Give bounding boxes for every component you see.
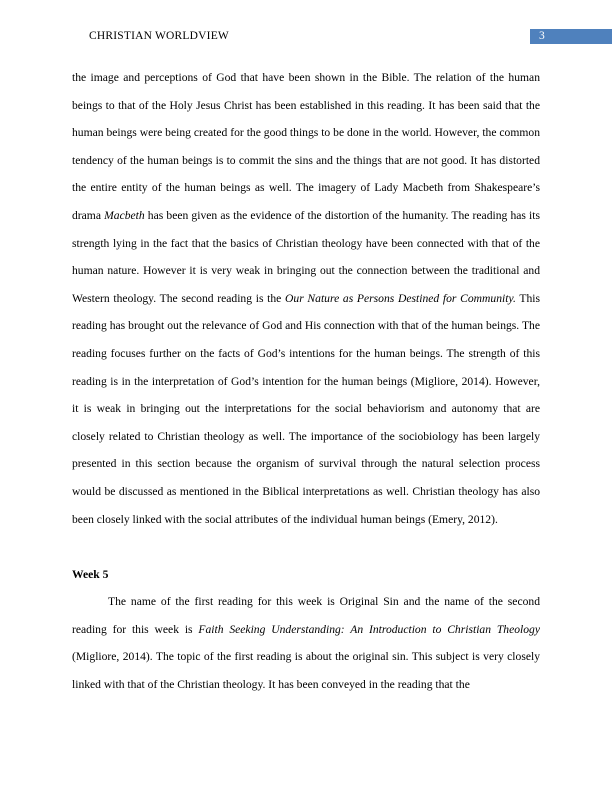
paragraph	[72, 64, 540, 533]
paragraph-text: This reading has brought out the relevance of God and His connection with that of the human beings. The reading focuses further on the facts of God’s intentions for the human beings. The strength of this reading is in the interpretation of God’s intention for the human beings (Migliore, 2014). However, it is weak in bringing out the interpretations for the social behaviorism and autonomy that are closely related to Christian theology as well. The importance of the sociobiology has been largely presented in this section because the organism of survival through the natural selection process would be discussed as mentioned in the Biblical interpretations as well. Christian theology has also been closely linked with the social attributes of the individual human beings (Emery, 2012).	[72, 291, 540, 526]
italic-title: Macbeth	[104, 208, 145, 222]
document-body	[72, 64, 540, 699]
paragraph-text: The name of the first reading for this week is Original Sin and the name of the second reading for this week is	[72, 595, 540, 636]
section-heading: Week 5	[72, 567, 109, 581]
page-number-box	[530, 29, 612, 44]
paragraph-text: has been given as the evidence of the distortion of the humanity. The reading has its strength lying in the fact that the basics of Christian theology have been connected with that of the human nature. However it is very weak in bringing out the connection between the traditional and Western theology. The second reading is the	[72, 208, 540, 305]
italic-title: Our Nature as Persons Destined for Community.	[285, 291, 516, 305]
paragraph-text: (Migliore, 2014). The topic of the first reading is about the original sin. This subject is very closely linked with that of the Christian theology. It has been conveyed in the reading that the	[72, 650, 540, 692]
italic-title: Faith Seeking Understanding: An Introduction to Christian Theology	[198, 622, 540, 636]
paragraph-text: the image and perceptions of God that have been shown in the Bible. The relation of the human beings to that of the Holy Jesus Christ has been established in this reading. It has been said that the human beings were being created for the good things to be done in the world. However, the common tendency of the human beings is to commit the sins and the things that are not good. It has distorted the entire entity of the human beings as well. The imagery of Lady Macbeth from Shakespeare’s drama	[72, 71, 540, 222]
running-header: CHRISTIAN WORLDVIEW	[89, 30, 229, 42]
page-number: 3	[539, 30, 545, 42]
paragraph	[72, 588, 540, 698]
